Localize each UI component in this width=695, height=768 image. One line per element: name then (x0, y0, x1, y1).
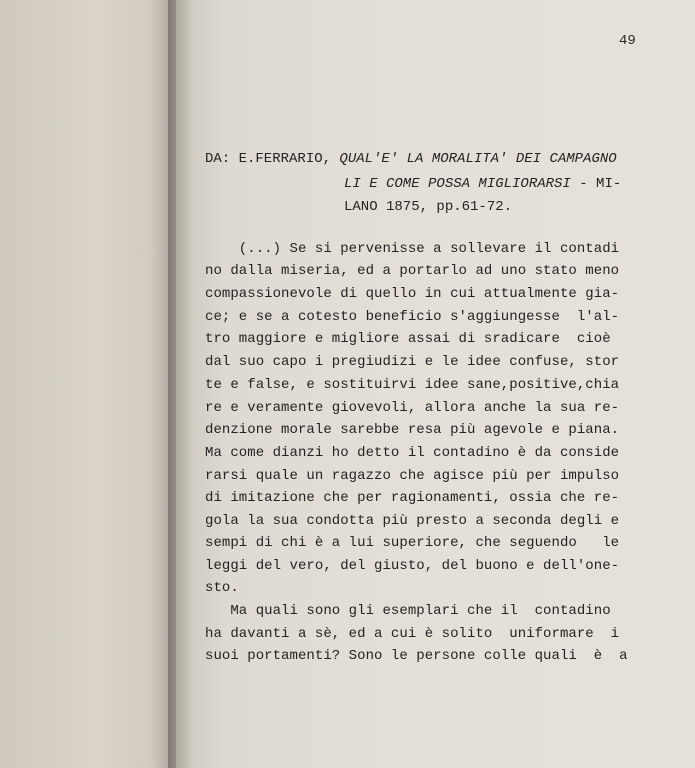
body-line: dal suo capo i pregiudizi e le idee confuse, stor (205, 354, 620, 370)
book-gutter (168, 0, 194, 768)
body-line: ce; e se a cotesto beneficio s'aggiungesse l'al- (205, 309, 620, 325)
body-line: re e veramente giovevoli, allora anche la sua re- (205, 400, 620, 416)
left-page (0, 0, 176, 768)
body-line: di imitazione che per ragionamenti, ossia che re- (205, 490, 620, 506)
source-line-3: LANO 1875, pp.61-72. (344, 199, 513, 215)
page-number: 49 (619, 33, 636, 49)
source-line-1 (205, 151, 617, 167)
source-line-2 (344, 176, 621, 192)
source-title-part-2: LI E COME POSSA MIGLIORARSI (344, 176, 571, 192)
body-line: ha davanti a sè, ed a cui è solito uniformare i (205, 626, 620, 642)
body-line: Ma quali sono gli esemplari che il contadino (205, 603, 611, 619)
body-line: gola la sua condotta più presto a seconda degli e (205, 513, 620, 529)
source-title-part-1: QUAL'E' LA MORALITA' DEI CAMPAGNO (339, 151, 617, 167)
body-line: te e false, e sostituirvi idee sane,positive,chia (205, 377, 620, 393)
body-line: sto. (205, 580, 239, 596)
body-line: compassionevole di quello in cui attualmente gia- (205, 286, 620, 302)
body-line: suoi portamenti? Sono le persone colle quali è a (205, 648, 628, 664)
source-place: - MI- (570, 176, 622, 192)
body-line: rarsi quale un ragazzo che agisce più per impulso (205, 468, 620, 484)
body-line: (...) Se si pervenisse a sollevare il contadi (205, 241, 620, 257)
body-line: Ma come dianzi ho detto il contadino è da conside (205, 445, 620, 461)
body-line: leggi del vero, del giusto, del buono e dell'one- (205, 558, 620, 574)
body-line: sempi di chi è a lui superiore, che seguendo le (205, 535, 620, 551)
source-prefix: DA: E.FERRARIO, (205, 151, 340, 167)
body-line: tro maggiore e migliore assai di sradicare cioè (205, 331, 611, 347)
body-line: no dalla miseria, ed a portarlo ad uno stato meno (205, 263, 620, 279)
body-line: denzione morale sarebbe resa più agevole e piana. (205, 422, 620, 438)
